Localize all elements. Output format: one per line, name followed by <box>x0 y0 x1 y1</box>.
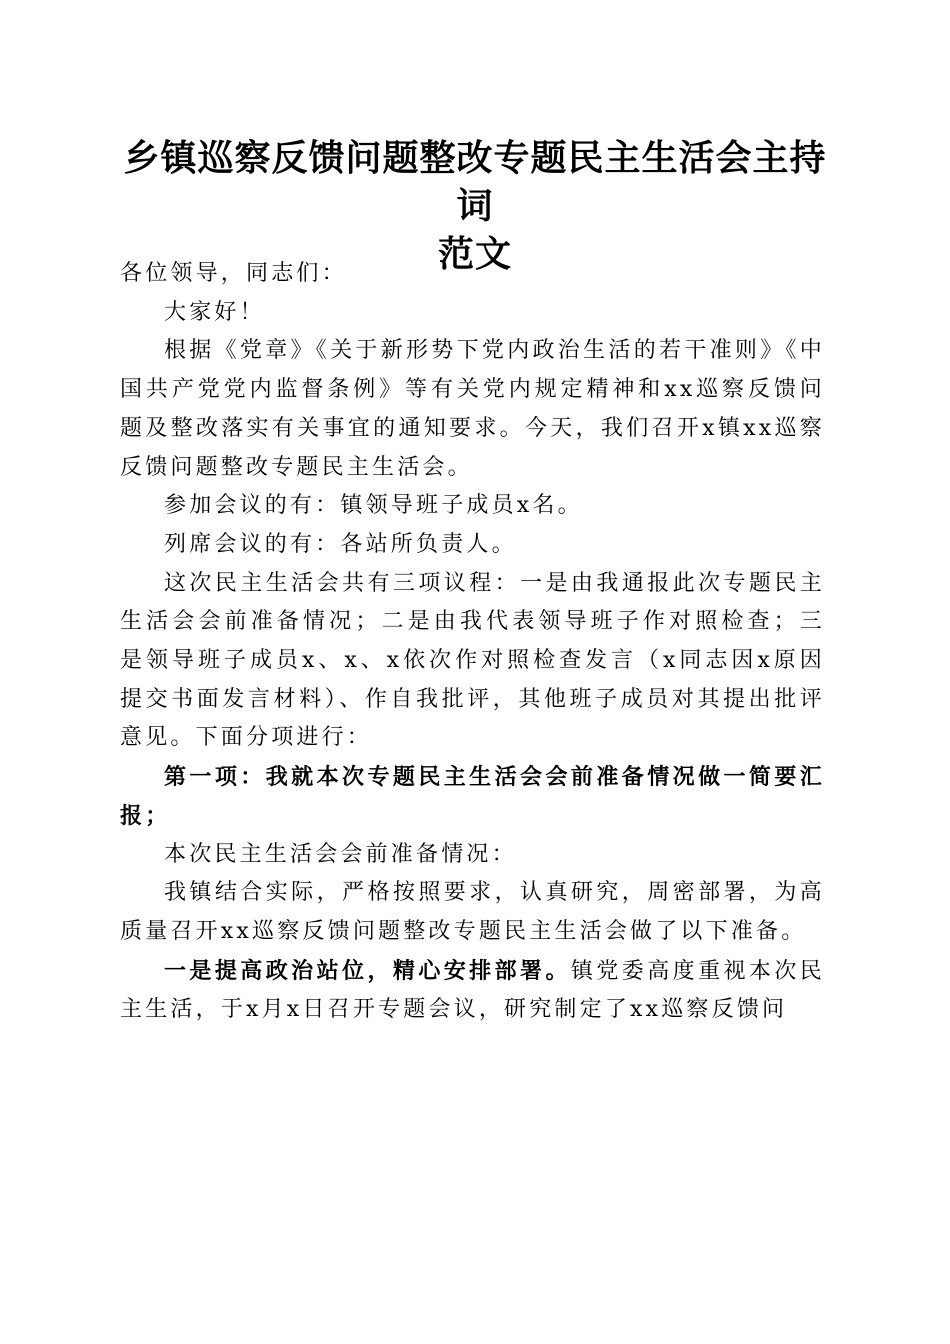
paragraph-prep-heading: 本次民主生活会会前准备情况： <box>164 841 517 867</box>
greeting: 大家好！ <box>164 299 265 325</box>
paragraph-item-1: 第一项：我就本次专题民主生活会会前准备情况做一简要汇报； <box>120 764 825 829</box>
title-line-1: 乡镇巡察反馈问题整改专题民主生活会主持词 <box>123 137 827 227</box>
paragraph-observers: 列席会议的有：各站所负责人。 <box>164 531 517 557</box>
point-1-text: 镇党委高度重视本次民主生活，于x月x日召开专题会议，研究制定了xx巡察反馈问 <box>120 958 825 1023</box>
paragraph-basis: 根据《党章》《关于新形势下党内政治生活的若干准则》《中国共产党党内监督条例》等有关党内规定精神和xx巡察反馈问题及整改落实有关事宜的通知要求。今天，我们召开x镇xx巡察反馈问题整改专题民主生活会。 <box>120 338 825 480</box>
point-1-heading: 一是提高政治站位，精心安排部署。 <box>164 957 571 984</box>
paragraph-prep-intro: 我镇结合实际，严格按照要求，认真研究，周密部署，为高质量召开xx巡察反馈问题整改专题民主生活会做了以下准备。 <box>120 880 825 944</box>
paragraph-point-1 <box>120 952 825 1030</box>
salutation: 各位领导，同志们： <box>120 261 347 286</box>
title-line-2: 范文 <box>437 233 512 275</box>
paragraph-agenda: 这次民主生活会共有三项议程：一是由我通报此次专题民主生活会会前准备情况；二是由我代表领导班子作对照检查；三是领导班子成员x、x、x依次作对照检查发言（x同志因x原因提交书面发言材料）、作自我批评，其他班子成员对其提出批评意见。下面分项进行： <box>120 570 825 751</box>
paragraph-attendees: 参加会议的有：镇领导班子成员x名。 <box>164 493 583 519</box>
document-body <box>120 255 825 1030</box>
